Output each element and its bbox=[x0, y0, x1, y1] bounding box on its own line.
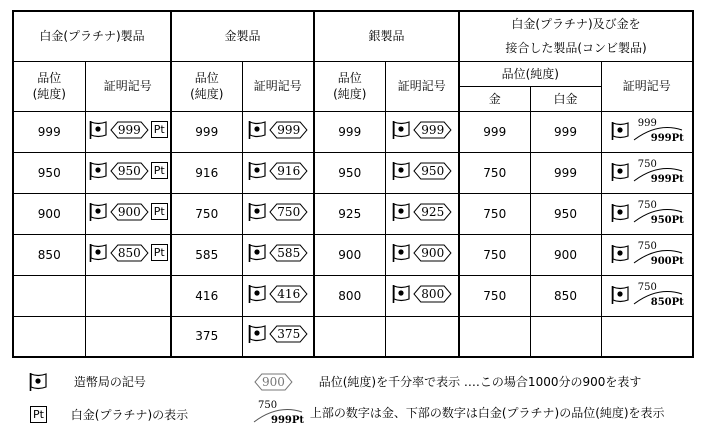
combi-fraction-mark bbox=[632, 118, 684, 144]
pt-box: Pt bbox=[151, 121, 168, 138]
combi-mark-cell bbox=[601, 234, 693, 275]
grade-diamond bbox=[413, 161, 452, 181]
combi-fraction-top: 750 bbox=[637, 241, 657, 252]
combi-mark-cell bbox=[601, 316, 693, 357]
header-silver-mark: 証明記号 bbox=[385, 61, 459, 111]
header-gold-grade bbox=[171, 61, 242, 111]
grade-diamond bbox=[269, 324, 308, 344]
header-gold-mark: 証明記号 bbox=[242, 61, 314, 111]
grade-diamond-value: 916 bbox=[277, 163, 301, 178]
frac-sample-top: 750 bbox=[258, 400, 278, 411]
plat-mark-cell bbox=[85, 193, 171, 234]
grade-diamond bbox=[413, 120, 452, 140]
grade-diamond bbox=[413, 202, 452, 222]
gold-grade-cell: 585 bbox=[171, 234, 242, 275]
plat-grade-cell: 999 bbox=[13, 111, 85, 152]
grade-diamond-value: 925 bbox=[421, 204, 445, 219]
combi-plat-cell: 850 bbox=[530, 275, 601, 316]
combi-gold-cell: 750 bbox=[459, 152, 530, 193]
combi-mark-cell bbox=[601, 275, 693, 316]
combi-mark-cell bbox=[601, 152, 693, 193]
gold-grade-cell: 916 bbox=[171, 152, 242, 193]
pt-box-sample: Pt bbox=[30, 406, 47, 423]
header-gold: 金製品 bbox=[171, 11, 314, 61]
combi-fraction-top: 999 bbox=[637, 118, 657, 129]
combi-fraction-bottom: 999Pt bbox=[650, 133, 684, 144]
combi-fraction-mark bbox=[632, 241, 684, 267]
mint-flag-icon bbox=[247, 202, 267, 222]
legend-diamond bbox=[254, 372, 641, 392]
grade-diamond-value: 416 bbox=[277, 286, 301, 301]
grade-diamond bbox=[110, 161, 149, 181]
silver-mark-cell bbox=[385, 316, 459, 357]
combi-mark-cell bbox=[601, 193, 693, 234]
combi-fraction-mark bbox=[632, 282, 684, 308]
plat-grade-cell bbox=[13, 316, 85, 357]
mint-flag-icon bbox=[610, 203, 630, 223]
silver-mark-cell bbox=[385, 275, 459, 316]
grade-diamond bbox=[110, 243, 149, 263]
grade-diamond bbox=[269, 161, 308, 181]
legend-mint bbox=[28, 372, 146, 392]
combi-fraction-top: 750 bbox=[637, 159, 657, 170]
frac-sample-bottom: 999Pt bbox=[270, 415, 304, 426]
legend-diamond-text: 品位(純度)を千分率で表示 ‥‥この場合1000分の900を表す bbox=[318, 375, 642, 389]
mint-flag-icon bbox=[28, 372, 48, 392]
mint-flag-icon bbox=[391, 243, 411, 263]
silver-grade-cell: 900 bbox=[314, 234, 385, 275]
combi-gold-cell: 999 bbox=[459, 111, 530, 152]
plat-mark-cell bbox=[85, 234, 171, 275]
silver-grade-cell: 800 bbox=[314, 275, 385, 316]
combi-fraction-mark bbox=[632, 159, 684, 185]
grade-diamond-value: 999 bbox=[117, 122, 141, 137]
purity-label: (純度) bbox=[32, 87, 66, 101]
plat-mark-cell bbox=[85, 275, 171, 316]
grade-diamond bbox=[110, 202, 149, 222]
header-combi-line1: 白金(プラチナ)及び金を bbox=[511, 17, 641, 32]
combi-plat-cell bbox=[530, 316, 601, 357]
grade-label: 品位 bbox=[194, 71, 219, 85]
grade-diamond-value: 800 bbox=[421, 286, 445, 301]
header-combi-grade: 品位(純度) bbox=[459, 61, 601, 86]
mint-flag-icon bbox=[391, 202, 411, 222]
grade-diamond-value: 750 bbox=[277, 204, 301, 219]
table-row bbox=[13, 234, 693, 275]
table-row bbox=[13, 316, 693, 357]
combi-plat-cell: 950 bbox=[530, 193, 601, 234]
frac-sample bbox=[252, 400, 304, 426]
legend-pt bbox=[30, 405, 188, 424]
mint-flag-icon bbox=[88, 120, 108, 140]
combi-fraction-top: 750 bbox=[637, 282, 657, 293]
table-row bbox=[13, 111, 693, 152]
plat-grade-cell: 950 bbox=[13, 152, 85, 193]
combi-fraction-mark bbox=[632, 200, 684, 226]
plat-mark-cell bbox=[85, 316, 171, 357]
purity-label: (純度) bbox=[333, 87, 367, 101]
gold-mark-cell bbox=[242, 234, 314, 275]
table-body bbox=[13, 111, 693, 357]
gold-mark-cell bbox=[242, 275, 314, 316]
combi-plat-cell: 900 bbox=[530, 234, 601, 275]
gold-mark-cell bbox=[242, 152, 314, 193]
legend-pt-text: 白金(プラチナ)の表示 bbox=[70, 407, 189, 422]
gold-mark-cell bbox=[242, 193, 314, 234]
table-row bbox=[13, 275, 693, 316]
silver-grade-cell: 925 bbox=[314, 193, 385, 234]
combi-fraction-bottom: 950Pt bbox=[650, 215, 684, 226]
gold-grade-cell: 416 bbox=[171, 275, 242, 316]
header-platinum: 白金(プラチナ)製品 bbox=[13, 11, 171, 61]
plat-mark-cell bbox=[85, 111, 171, 152]
mint-flag-icon bbox=[247, 284, 267, 304]
pt-box: Pt bbox=[151, 162, 168, 179]
grade-diamond bbox=[269, 120, 308, 140]
combi-fraction-bottom: 999Pt bbox=[650, 174, 684, 185]
table-row bbox=[13, 152, 693, 193]
grade-diamond-value: 850 bbox=[117, 245, 141, 260]
combi-gold-cell: 750 bbox=[459, 234, 530, 275]
grade-diamond-value: 585 bbox=[277, 245, 301, 260]
header-combi-gold: 金 bbox=[459, 86, 530, 111]
header-combi-line2: 接合した製品(コンビ製品) bbox=[505, 41, 647, 56]
silver-mark-cell bbox=[385, 152, 459, 193]
gold-grade-cell: 999 bbox=[171, 111, 242, 152]
gold-grade-cell: 750 bbox=[171, 193, 242, 234]
mint-flag-icon bbox=[610, 285, 630, 305]
combi-fraction-top: 750 bbox=[637, 200, 657, 211]
pt-box: Pt bbox=[151, 244, 168, 261]
silver-mark-cell bbox=[385, 111, 459, 152]
mint-flag-icon bbox=[88, 161, 108, 181]
header-plat-mark: 証明記号 bbox=[85, 61, 171, 111]
silver-grade-cell bbox=[314, 316, 385, 357]
hallmark-table bbox=[12, 10, 694, 358]
combi-plat-cell: 999 bbox=[530, 152, 601, 193]
silver-mark-cell bbox=[385, 193, 459, 234]
plat-grade-cell: 850 bbox=[13, 234, 85, 275]
mint-flag-icon bbox=[610, 162, 630, 182]
grade-diamond-value: 900 bbox=[421, 245, 445, 260]
grade-diamond-value: 999 bbox=[421, 122, 445, 137]
combi-gold-cell: 750 bbox=[459, 193, 530, 234]
mint-flag-icon bbox=[247, 161, 267, 181]
header-combi-mark: 証明記号 bbox=[601, 61, 693, 111]
mint-flag-icon bbox=[247, 120, 267, 140]
pt-box: Pt bbox=[151, 203, 168, 220]
silver-grade-cell: 999 bbox=[314, 111, 385, 152]
mint-flag-icon bbox=[247, 324, 267, 344]
grade-diamond-value: 375 bbox=[277, 327, 301, 342]
grade-diamond bbox=[269, 202, 308, 222]
table-row bbox=[13, 193, 693, 234]
plat-grade-cell: 900 bbox=[13, 193, 85, 234]
grade-diamond bbox=[110, 120, 149, 140]
mint-flag-icon bbox=[391, 161, 411, 181]
gold-grade-cell: 375 bbox=[171, 316, 242, 357]
grade-diamond-value: 950 bbox=[117, 163, 141, 178]
grade-label: 品位 bbox=[337, 71, 362, 85]
header-combi bbox=[459, 11, 693, 61]
mint-flag-icon bbox=[610, 244, 630, 264]
grade-diamond-value: 950 bbox=[421, 163, 445, 178]
mint-flag-icon bbox=[391, 284, 411, 304]
grade-diamond bbox=[413, 284, 452, 304]
mint-flag-icon bbox=[391, 120, 411, 140]
grade-diamond bbox=[269, 284, 308, 304]
legend-frac bbox=[252, 400, 665, 426]
plat-grade-cell bbox=[13, 275, 85, 316]
legend-frac-text: 上部の数字は金、下部の数字は白金(プラチナ)の品位(純度)を表示 bbox=[309, 406, 665, 420]
header-plat-grade bbox=[13, 61, 85, 111]
header-silver: 銀製品 bbox=[314, 11, 459, 61]
grade-diamond-value: 999 bbox=[277, 122, 301, 137]
combi-fraction-bottom: 850Pt bbox=[650, 297, 684, 308]
mint-flag-icon bbox=[88, 202, 108, 222]
grade-diamond bbox=[269, 243, 308, 263]
diamond-sample bbox=[254, 372, 293, 392]
silver-mark-cell bbox=[385, 234, 459, 275]
header-combi-plat: 白金 bbox=[530, 86, 601, 111]
silver-grade-cell: 950 bbox=[314, 152, 385, 193]
grade-diamond bbox=[413, 243, 452, 263]
combi-mark-cell bbox=[601, 111, 693, 152]
mint-flag-icon bbox=[247, 243, 267, 263]
mint-flag-icon bbox=[610, 121, 630, 141]
gold-mark-cell bbox=[242, 111, 314, 152]
combi-gold-cell: 750 bbox=[459, 275, 530, 316]
mint-flag-icon bbox=[88, 243, 108, 263]
combi-fraction-bottom: 900Pt bbox=[650, 256, 684, 267]
gold-mark-cell bbox=[242, 316, 314, 357]
header-silver-grade bbox=[314, 61, 385, 111]
grade-diamond-value: 900 bbox=[117, 204, 141, 219]
combi-plat-cell: 999 bbox=[530, 111, 601, 152]
plat-mark-cell bbox=[85, 152, 171, 193]
diamond-sample-value: 900 bbox=[262, 375, 285, 389]
grade-label: 品位 bbox=[37, 71, 62, 85]
purity-label: (純度) bbox=[190, 87, 224, 101]
legend-mint-text: 造幣局の記号 bbox=[73, 375, 146, 389]
combi-gold-cell bbox=[459, 316, 530, 357]
